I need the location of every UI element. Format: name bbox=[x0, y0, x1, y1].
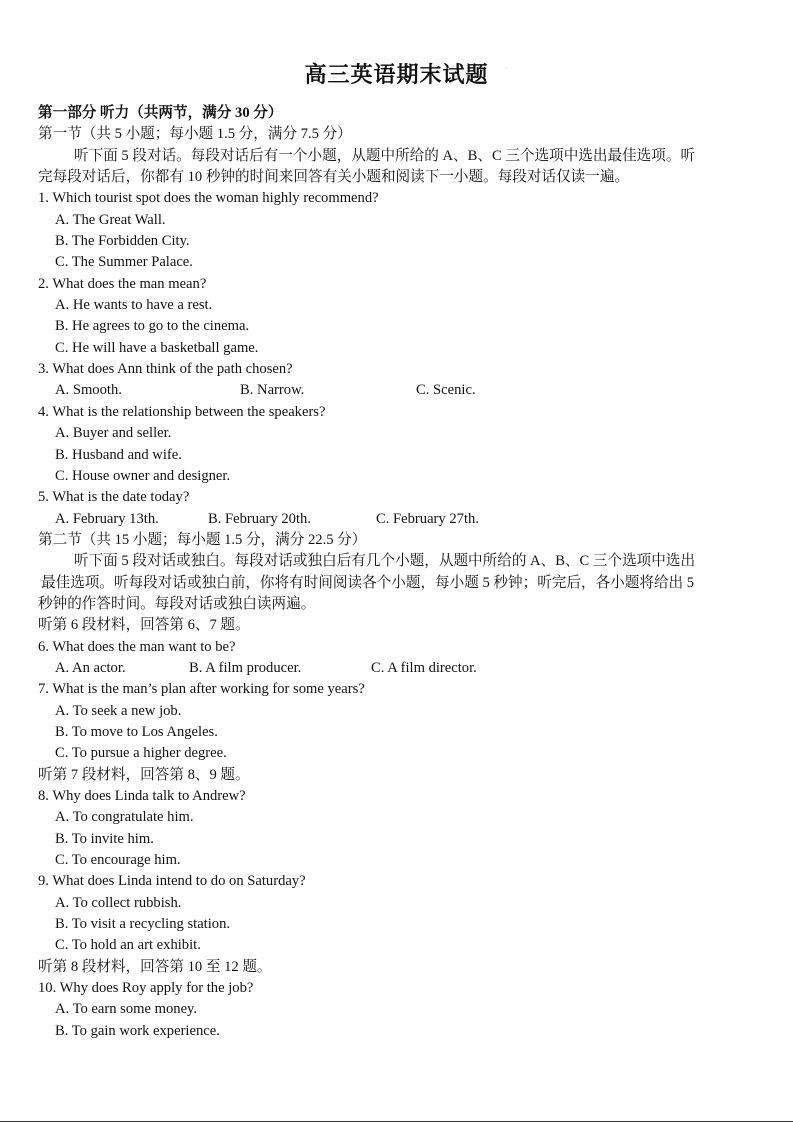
question-8-option-a: A. To congratulate him. bbox=[55, 809, 194, 826]
direction-material-8: 听第 8 段材料，回答第 10 至 12 题。 bbox=[38, 958, 272, 975]
question-2-stem: 2. What does the man mean? bbox=[38, 275, 207, 292]
question-3-option-a: A. Smooth. bbox=[55, 382, 122, 399]
question-9-stem: 9. What does Linda intend to do on Saturday? bbox=[38, 873, 306, 890]
section2-heading: 第二节（共 15 小题；每小题 1.5 分，满分 22.5 分） bbox=[38, 531, 367, 548]
section1-instructions-line1: 听下面 5 段对话。每段对话后有一个小题，从题中所给的 A、B、C 三个选项中选出最佳选项。听 bbox=[74, 147, 696, 164]
section2-instructions-line1: 听下面 5 段对话或独白。每段对话或独白后有几个小题，从题中所给的 A、B、C 三个选项中选出 bbox=[74, 553, 696, 570]
question-9-option-c: C. To hold an art exhibit. bbox=[55, 937, 201, 954]
section2-instructions-line3: 秒钟的作答时间。每段对话或独白读两遍。 bbox=[38, 595, 316, 612]
part1-heading: 第一部分 听力（共两节，满分 30 分） bbox=[38, 105, 283, 121]
section1-instructions-line2: 完每段对话后，你都有 10 秒钟的时间来回答有关小题和阅读下一小题。每段对话仅读一遍。 bbox=[38, 169, 630, 186]
question-5-option-a: A. February 13th. bbox=[55, 510, 159, 527]
question-3-stem: 3. What does Ann think of the path chosen? bbox=[38, 361, 293, 378]
question-8-stem: 8. Why does Linda talk to Andrew? bbox=[38, 788, 246, 804]
question-8-option-c: C. To encourage him. bbox=[55, 852, 181, 869]
question-2-option-a: A. He wants to have a rest. bbox=[55, 297, 213, 314]
question-4-option-b: B. Husband and wife. bbox=[55, 446, 182, 463]
question-10-option-a: A. To earn some money. bbox=[55, 1001, 198, 1018]
exam-content bbox=[38, 103, 760, 1042]
question-1-stem: 1. Which tourist spot does the woman highly recommend? bbox=[38, 190, 379, 207]
decorative-dot: · bbox=[505, 66, 507, 72]
question-5-options bbox=[38, 509, 760, 530]
section1-heading: 第一节（共 5 小题；每小题 1.5 分，满分 7.5 分） bbox=[38, 126, 352, 143]
question-9-option-a: A. To collect rubbish. bbox=[55, 894, 182, 911]
section2-instructions-line2: 最佳选项。听每段对话或独白前，你将有时间阅读各个小题，每小题 5 秒钟；听完后，各小题将给出 5 bbox=[41, 574, 695, 591]
question-4-option-c: C. House owner and designer. bbox=[55, 467, 231, 484]
question-7-stem: 7. What is the man’s plan after working for some years? bbox=[38, 681, 365, 698]
question-6-stem: 6. What does the man want to be? bbox=[38, 638, 236, 655]
question-3-option-b: B. Narrow. bbox=[240, 382, 305, 399]
question-7-option-c: C. To pursue a higher degree. bbox=[55, 745, 227, 762]
question-8-option-b: B. To invite him. bbox=[55, 830, 154, 847]
question-3-option-c: C. Scenic. bbox=[416, 382, 476, 399]
question-6-option-a: A. An actor. bbox=[55, 659, 126, 676]
question-7-option-b: B. To move to Los Angeles. bbox=[55, 723, 218, 740]
question-5-option-b: B. February 20th. bbox=[208, 510, 311, 527]
question-4-option-a: A. Buyer and seller. bbox=[55, 425, 172, 442]
question-4-stem: 4. What is the relationship between the speakers? bbox=[38, 403, 326, 420]
direction-material-7: 听第 7 段材料，回答第 8、9 题。 bbox=[38, 766, 250, 783]
question-6-option-c: C. A film director. bbox=[371, 659, 477, 676]
question-1-option-b: B. The Forbidden City. bbox=[55, 233, 190, 250]
page-title: 高三英语期末试题 bbox=[304, 62, 489, 87]
question-2-option-b: B. He agrees to go to the cinema. bbox=[55, 318, 250, 335]
question-6-options bbox=[38, 658, 760, 679]
question-5-option-c: C. February 27th. bbox=[376, 510, 479, 527]
question-10-option-b: B. To gain work experience. bbox=[55, 1022, 220, 1039]
question-7-option-a: A. To seek a new job. bbox=[55, 702, 182, 719]
question-5-stem: 5. What is the date today? bbox=[38, 489, 190, 506]
question-1-option-c: C. The Summer Palace. bbox=[55, 254, 193, 271]
question-9-option-b: B. To visit a recycling station. bbox=[55, 916, 231, 933]
question-6-option-b: B. A film producer. bbox=[189, 659, 302, 676]
question-1-option-a: A. The Great Wall. bbox=[55, 211, 166, 228]
question-3-options bbox=[38, 380, 760, 401]
question-10-stem: 10. Why does Roy apply for the job? bbox=[38, 980, 254, 997]
direction-material-6: 听第 6 段材料，回答第 6、7 题。 bbox=[38, 617, 250, 634]
question-2-option-c: C. He will have a basketball game. bbox=[55, 339, 259, 356]
